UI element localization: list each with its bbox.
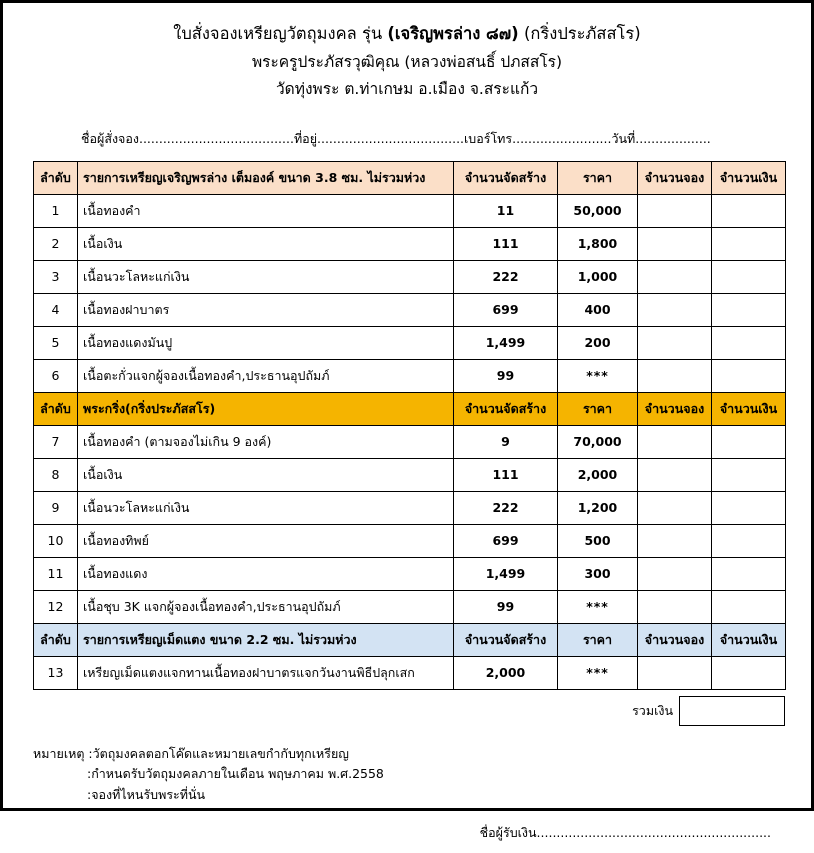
table-row — [34, 425, 786, 458]
header-cell-no: ลำดับ — [34, 392, 78, 425]
table-row — [34, 293, 786, 326]
cell-no: 7 — [34, 425, 78, 458]
receiver-signature-line: ชื่อผู้รับเงิน........................................................... — [479, 825, 771, 841]
section-header-row — [34, 392, 786, 425]
cell-made: 111 — [454, 458, 558, 491]
cell-amount-input[interactable] — [712, 557, 786, 590]
buyer-info-line: ชื่อผู้สั่งจอง.......................................ที่อยู่.....................................เบอร์โทร.........................วันที่................... — [81, 130, 711, 146]
header-cell-no: ลำดับ — [34, 161, 78, 194]
cell-no: 9 — [34, 491, 78, 524]
header-cell-made: จำนวนจัดสร้าง — [454, 392, 558, 425]
cell-made: 222 — [454, 260, 558, 293]
cell-desc: เหรียญเม็ดแตงแจกทานเนื้อทองฝาบาตรแจกวันงานพิธีปลุกเสก — [78, 656, 454, 689]
cell-made: 99 — [454, 590, 558, 623]
table-row — [34, 458, 786, 491]
header-cell-qty: จำนวนจอง — [638, 161, 712, 194]
cell-price: 1,800 — [558, 227, 638, 260]
cell-amount-input[interactable] — [712, 326, 786, 359]
table-row — [34, 656, 786, 689]
header-cell-desc: รายการเหรียญเม็ดแตง ขนาด 2.2 ซม. ไม่รวมห่วง — [78, 623, 454, 656]
cell-qty-input[interactable] — [638, 524, 712, 557]
title-suffix: (กริ่งประภัสสโร) — [518, 24, 641, 43]
cell-no: 11 — [34, 557, 78, 590]
header-cell-qty: จำนวนจอง — [638, 623, 712, 656]
section-header-row — [34, 623, 786, 656]
total-row — [33, 696, 785, 726]
header-cell-price: ราคา — [558, 623, 638, 656]
cell-no: 6 — [34, 359, 78, 392]
cell-no: 3 — [34, 260, 78, 293]
cell-desc: เนื้อตะกั่วแจกผู้จองเนื้อทองคำ,ประธานอุปถัมภ์ — [78, 359, 454, 392]
cell-price: 70,000 — [558, 425, 638, 458]
table-row — [34, 326, 786, 359]
cell-qty-input[interactable] — [638, 656, 712, 689]
page-title — [33, 21, 781, 47]
cell-desc: เนื้อชุบ 3K แจกผู้จองเนื้อทองคำ,ประธานอุปถัมภ์ — [78, 590, 454, 623]
order-table — [33, 161, 786, 690]
total-amount-input[interactable] — [679, 696, 785, 726]
cell-price: 1,200 — [558, 491, 638, 524]
header-cell-price: ราคา — [558, 392, 638, 425]
cell-desc: เนื้อทองแดงมันปู — [78, 326, 454, 359]
cell-qty-input[interactable] — [638, 227, 712, 260]
cell-no: 13 — [34, 656, 78, 689]
header-cell-amount: จำนวนเงิน — [712, 161, 786, 194]
cell-amount-input[interactable] — [712, 227, 786, 260]
cell-qty-input[interactable] — [638, 557, 712, 590]
cell-price: 400 — [558, 293, 638, 326]
cell-made: 11 — [454, 194, 558, 227]
title-block — [33, 21, 781, 101]
cell-amount-input[interactable] — [712, 524, 786, 557]
temple-location: วัดทุ่งพระ ต.ท่าเกษม อ.เมือง จ.สระแก้ว — [275, 79, 539, 98]
cell-desc: เนื้อเงิน — [78, 227, 454, 260]
cell-qty-input[interactable] — [638, 260, 712, 293]
cell-price: 500 — [558, 524, 638, 557]
cell-price: 1,000 — [558, 260, 638, 293]
cell-no: 4 — [34, 293, 78, 326]
form-inner — [3, 3, 811, 853]
cell-amount-input[interactable] — [712, 194, 786, 227]
cell-made: 699 — [454, 524, 558, 557]
note-line-1: หมายเหตุ :วัตถุมงคลตอกโค๊ดและหมายเลขกำกับทุกเหรียญ — [33, 745, 349, 761]
cell-made: 1,499 — [454, 557, 558, 590]
cell-desc: เนื้อทองแดง — [78, 557, 454, 590]
cell-price: 2,000 — [558, 458, 638, 491]
cell-no: 12 — [34, 590, 78, 623]
header-cell-amount: จำนวนเงิน — [712, 392, 786, 425]
table-row — [34, 359, 786, 392]
cell-qty-input[interactable] — [638, 458, 712, 491]
table-row — [34, 194, 786, 227]
cell-desc: เนื้อทองทิพย์ — [78, 524, 454, 557]
cell-desc: เนื้อนวะโลหะแก่เงิน — [78, 491, 454, 524]
title-bold: (เจริญพรล่าง ๘๗) — [387, 24, 519, 43]
table-row — [34, 491, 786, 524]
cell-qty-input[interactable] — [638, 491, 712, 524]
header-cell-made: จำนวนจัดสร้าง — [454, 161, 558, 194]
table-row — [34, 524, 786, 557]
cell-no: 5 — [34, 326, 78, 359]
cell-desc: เนื้อทองฝาบาตร — [78, 293, 454, 326]
cell-amount-input[interactable] — [712, 458, 786, 491]
cell-amount-input[interactable] — [712, 425, 786, 458]
cell-made: 9 — [454, 425, 558, 458]
note-line-2: :กำหนดรับวัตถุมงคลภายในเดือน พฤษภาคม พ.ศ.2558 — [87, 766, 384, 782]
table-row — [34, 590, 786, 623]
header-cell-amount: จำนวนเงิน — [712, 623, 786, 656]
cell-amount-input[interactable] — [712, 656, 786, 689]
table-row — [34, 227, 786, 260]
cell-desc: เนื้อทองคำ — [78, 194, 454, 227]
cell-no: 10 — [34, 524, 78, 557]
cell-price: 50,000 — [558, 194, 638, 227]
cell-price: *** — [558, 359, 638, 392]
cell-no: 1 — [34, 194, 78, 227]
note-line-3: :จองที่ไหนรับพระที่นั่น — [87, 786, 206, 802]
cell-amount-input[interactable] — [712, 491, 786, 524]
subtitle: พระครูประภัสรวุฒิคุณ (หลวงพ่อสนธิ์ ปภสสโร) — [251, 52, 563, 71]
cell-price: *** — [558, 590, 638, 623]
cell-qty-input[interactable] — [638, 326, 712, 359]
cell-amount-input[interactable] — [712, 293, 786, 326]
cell-price: 200 — [558, 326, 638, 359]
header-cell-no: ลำดับ — [34, 623, 78, 656]
cell-made: 111 — [454, 227, 558, 260]
title-prefix: ใบสั่งจองเหรียญวัตถุมงคล รุ่น — [173, 24, 388, 43]
cell-desc: เนื้อนวะโลหะแก่เงิน — [78, 260, 454, 293]
cell-price: 300 — [558, 557, 638, 590]
cell-amount-input[interactable] — [712, 590, 786, 623]
cell-made: 699 — [454, 293, 558, 326]
cell-desc: เนื้อทองคำ (ตามจองไม่เกิน 9 องค์) — [78, 425, 454, 458]
cell-no: 2 — [34, 227, 78, 260]
total-label: รวมเงิน — [632, 702, 673, 718]
notes-block — [33, 744, 781, 806]
cell-made: 222 — [454, 491, 558, 524]
cell-no: 8 — [34, 458, 78, 491]
cell-made: 99 — [454, 359, 558, 392]
table-row — [34, 260, 786, 293]
cell-desc: เนื้อเงิน — [78, 458, 454, 491]
header-cell-qty: จำนวนจอง — [638, 392, 712, 425]
header-cell-price: ราคา — [558, 161, 638, 194]
cell-qty-input[interactable] — [638, 293, 712, 326]
cell-qty-input[interactable] — [638, 425, 712, 458]
cell-qty-input[interactable] — [638, 590, 712, 623]
header-cell-desc: รายการเหรียญเจริญพรล่าง เต็มองค์ ขนาด 3.8 ซม. ไม่รวมห่วง — [78, 161, 454, 194]
cell-price: *** — [558, 656, 638, 689]
cell-qty-input[interactable] — [638, 194, 712, 227]
table-row — [34, 557, 786, 590]
cell-amount-input[interactable] — [712, 359, 786, 392]
header-cell-desc: พระกริ่ง(กริ่งประภัสสโร) — [78, 392, 454, 425]
cell-amount-input[interactable] — [712, 260, 786, 293]
cell-made: 1,499 — [454, 326, 558, 359]
cell-qty-input[interactable] — [638, 359, 712, 392]
cell-made: 2,000 — [454, 656, 558, 689]
section-header-row — [34, 161, 786, 194]
header-cell-made: จำนวนจัดสร้าง — [454, 623, 558, 656]
